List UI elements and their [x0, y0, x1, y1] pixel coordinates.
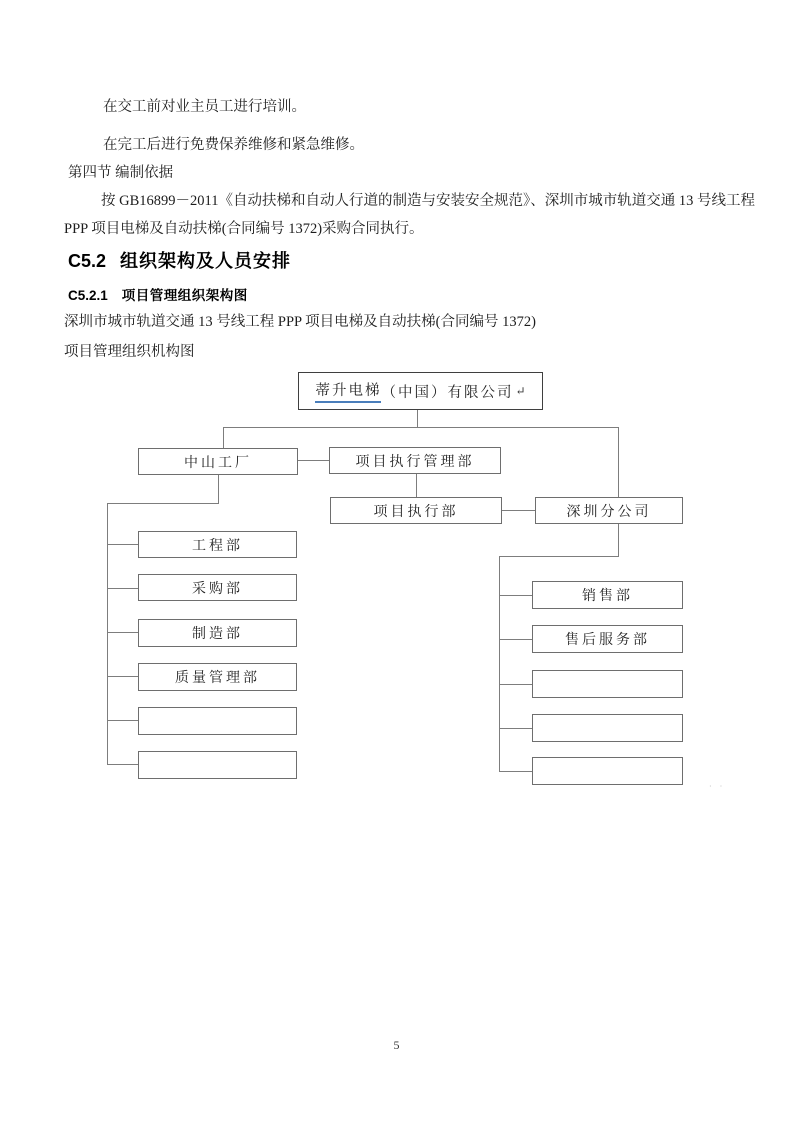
org-node-aftersales-dept: 售后服务部 [532, 625, 683, 653]
connector-factory-elbow [107, 503, 219, 504]
scan-speck-artifact: · · [709, 782, 726, 791]
connector-stub-left-2 [107, 588, 138, 589]
basis-paragraph-line2: PPP 项目电梯及自动扶梯(合同编号 1372)采购合同执行。 [64, 221, 424, 237]
connector-stub-left-5 [107, 720, 138, 721]
connector-exec-shenzhen [502, 510, 535, 511]
org-node-exec-mgmt-dept: 项目执行管理部 [329, 447, 501, 474]
connector-stub-right-3 [499, 684, 532, 685]
connector-stub-left-6 [107, 764, 138, 765]
org-node-manufacturing-dept: 制造部 [138, 619, 297, 647]
org-node-company-root [298, 372, 543, 410]
connector-right-trunk [499, 556, 500, 772]
section4-heading: 第四节 编制依据 [68, 165, 174, 181]
return-mark-icon: ↵ [515, 383, 526, 398]
connector-stub-right-5 [499, 771, 532, 772]
paragraph-training: 在交工前对业主员工进行培训。 [103, 99, 306, 115]
connector-shenzhen-elbow [499, 556, 619, 557]
org-node-quality-mgmt-dept: 质量管理部 [138, 663, 297, 691]
connector-shenzhen-down [618, 524, 619, 556]
connector-execmgmt-exec [416, 473, 417, 497]
connector-stub-right-1 [499, 595, 532, 596]
heading-c52 [68, 247, 291, 273]
connector-left-trunk [107, 503, 108, 765]
connector-right-branch-down [618, 427, 619, 497]
org-node-zhongshan-factory: 中山工厂 [138, 448, 298, 475]
company-name-rest: （中国）有限公司 [381, 384, 514, 401]
org-node-empty-right-2 [532, 714, 683, 742]
connector-stub-right-2 [499, 639, 532, 640]
connector-root-down [417, 410, 418, 427]
connector-factory-down [218, 475, 219, 503]
org-node-procurement-dept: 采购部 [138, 574, 297, 601]
connector-stub-left-4 [107, 676, 138, 677]
org-node-shenzhen-branch: 深圳分公司 [535, 497, 683, 524]
connector-stub-left-1 [107, 544, 138, 545]
basis-paragraph-line1: 按 GB16899－2011《自动扶梯和自动人行道的制造与安装安全规范》、深圳市城市轨道交通 13 号线工程 [101, 193, 755, 209]
connector-top-horizontal [223, 427, 619, 428]
paragraph-maintenance: 在完工后进行免费保养维修和紧急维修。 [103, 137, 364, 153]
org-node-empty-right-3 [532, 757, 683, 785]
connector-stub-left-3 [107, 632, 138, 633]
org-node-empty-left-1 [138, 707, 297, 735]
connector-left-branch-down [223, 427, 224, 448]
connector-stub-right-4 [499, 728, 532, 729]
chart-caption-project: 深圳市城市轨道交通 13 号线工程 PPP 项目电梯及自动扶梯(合同编号 1372) [64, 314, 536, 330]
heading-c521-number: C5.2.1 [68, 288, 108, 303]
heading-c52-title: 组织架构及人员安排 [120, 251, 292, 271]
org-node-empty-left-2 [138, 751, 297, 779]
connector-factory-execmgmt [298, 460, 329, 461]
company-name-underlined: 蒂升电梯 [315, 379, 381, 403]
org-node-engineering-dept: 工程部 [138, 531, 297, 558]
page-number: 5 [393, 1038, 400, 1052]
chart-caption-title: 项目管理组织机构图 [64, 344, 195, 360]
org-node-sales-dept: 销售部 [532, 581, 683, 609]
org-node-empty-right-1 [532, 670, 683, 698]
heading-c52-number: C5.2 [68, 251, 107, 271]
heading-c521-title: 项目管理组织架构图 [121, 288, 248, 303]
org-node-exec-dept: 项目执行部 [330, 497, 502, 524]
heading-c521 [68, 284, 248, 304]
